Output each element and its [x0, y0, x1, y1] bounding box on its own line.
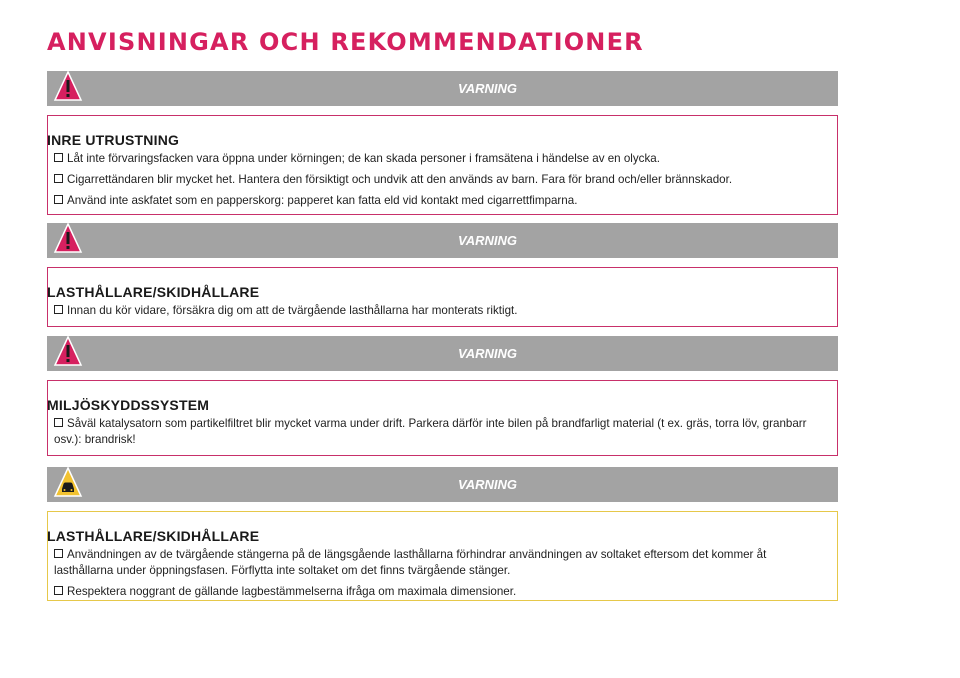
checkbox-bullet-icon — [54, 586, 63, 595]
checkbox-bullet-icon — [54, 195, 63, 204]
item-text: Låt inte förvaringsfacken vara öppna under körningen; de kan skada personer i framsätena i händelse av en olycka. — [67, 152, 660, 165]
list-item — [54, 193, 827, 209]
checkbox-bullet-icon — [54, 418, 63, 427]
warning-section — [47, 267, 838, 327]
item-text: Använd inte askfatet som en papperskorg: papperet kan fatta eld vid kontakt med cigarrettfimparna. — [67, 194, 578, 207]
warning-bar — [47, 223, 838, 258]
item-text: Cigarrettändaren blir mycket het. Hantera den försiktigt och undvik att den används av barn. Fara för brand och/eller brännskador. — [67, 173, 733, 186]
checkbox-bullet-icon — [54, 174, 63, 183]
warning-label: VARNING — [458, 346, 517, 361]
warning-label: VARNING — [458, 233, 517, 248]
section-heading: LASTHÅLLARE/SKIDHÅLLARE — [47, 528, 260, 544]
checkbox-bullet-icon — [54, 153, 63, 162]
warning-section — [47, 115, 838, 215]
checkbox-bullet-icon — [54, 305, 63, 314]
list-item — [54, 303, 827, 319]
list-item — [54, 547, 827, 579]
warning-bar — [47, 336, 838, 371]
item-text: Användningen av de tvärgående stängerna på de längsgående lasthållarna förhindrar användningen av soltaket eftersom det kommer åt lasthållarna under öppningsfasen. Förflytta inte soltaket om det finns tvärgående stänger. — [54, 548, 767, 577]
caution-section — [47, 511, 838, 601]
section-heading: INRE UTRUSTNING — [47, 132, 180, 148]
warning-section — [47, 380, 838, 456]
warning-bar — [47, 71, 838, 106]
item-list — [54, 151, 827, 214]
item-text: Såväl katalysatorn som partikelfiltret blir mycket varma under drift. Parkera därför inte bilen på brandfarligt material (t ex. gräs, torra löv, granbarr osv.): brandrisk! — [54, 417, 807, 446]
item-list — [54, 547, 827, 605]
warning-label: VARNING — [458, 477, 517, 492]
item-text: Innan du kör vidare, försäkra dig om att de tvärgående lasthållarna har monterats riktigt. — [67, 304, 518, 317]
section-heading: LASTHÅLLARE/SKIDHÅLLARE — [47, 284, 260, 300]
list-item — [54, 416, 827, 448]
warning-bar — [47, 467, 838, 502]
item-text: Respektera noggrant de gällande lagbestämmelserna ifråga om maximala dimensioner. — [67, 585, 517, 598]
item-list — [54, 303, 827, 324]
item-list — [54, 416, 827, 453]
section-heading: MILJÖSKYDDSSYSTEM — [47, 397, 210, 413]
page-title: ANVISNINGAR OCH REKOMMENDATIONER — [47, 28, 644, 56]
list-item — [54, 151, 827, 167]
checkbox-bullet-icon — [54, 549, 63, 558]
list-item — [54, 172, 827, 188]
warning-label: VARNING — [458, 81, 517, 96]
list-item — [54, 584, 827, 600]
